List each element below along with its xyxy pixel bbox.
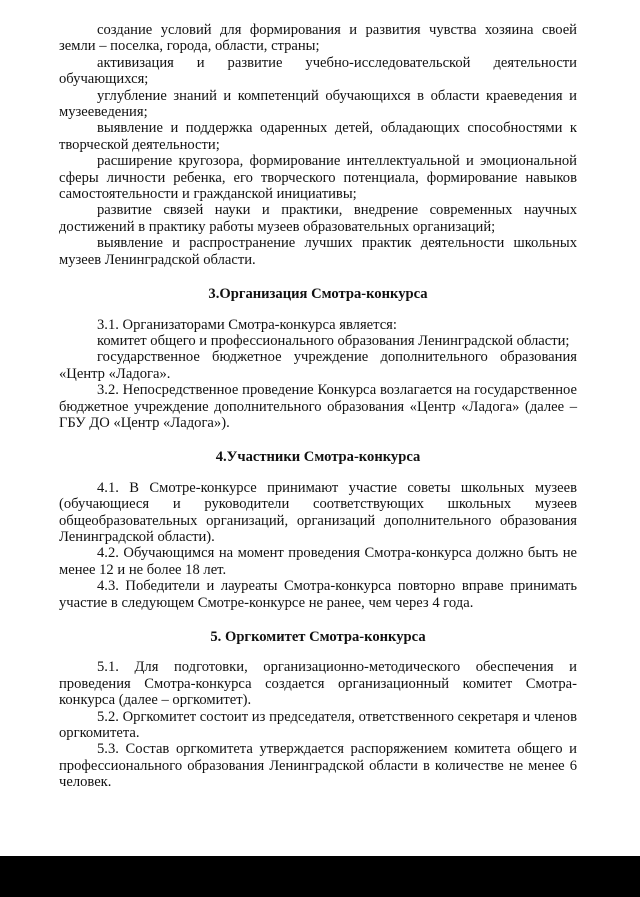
intro-item: создание условий для формирования и развития чувства хозяина своей земли – поселка, города, области, страны; bbox=[59, 22, 577, 55]
section-4-paragraph: 4.2. Обучающимся на момент проведения Смотра-конкурса должно быть не менее 12 и не более 18 лет. bbox=[59, 545, 577, 578]
section-5-paragraph: 5.2. Оргкомитет состоит из председателя, ответственного секретаря и членов оргкомитета. bbox=[59, 708, 577, 742]
section-5-paragraph: 5.3. Состав оргкомитета утверждается распоряжением комитета общего и профессионального образования Ленинградской области в количестве не менее 6 человек. bbox=[59, 741, 577, 791]
scan-bottom-edge bbox=[0, 856, 640, 897]
section-5-paragraph: 5.1. Для подготовки, организационно-методического обеспечения и проведения Смотра-конкурса создается организационный комитет Смотра-конкурса (далее – оргкомитет). bbox=[59, 659, 577, 709]
section-3-paragraph: 3.2. Непосредственное проведение Конкурса возлагается на государственное бюджетное учреждение дополнительного образования «Центр «Ладога» (далее – ГБУ ДО «Центр «Ладога»). bbox=[59, 382, 577, 431]
section-5-heading: 5. Оргкомитет Смотра-конкурса bbox=[210, 629, 426, 645]
intro-item: выявление и поддержка одаренных детей, обладающих способностями к творческой деятельности; bbox=[59, 120, 577, 153]
section-4-paragraph: 4.1. В Смотре-конкурсе принимают участие советы школьных музеев (обучающиеся и руководители соответствующих школьных музеев общеобразовательных организаций, организаций дополнительного образования Ленинградской области). bbox=[59, 479, 577, 545]
section-4-heading: 4.Участники Смотра-конкурса bbox=[215, 449, 421, 466]
section-3-heading: 3.Организация Смотра-конкурса bbox=[208, 286, 428, 303]
document-body bbox=[59, 22, 577, 791]
intro-item: развитие связей науки и практики, внедрение современных научных достижений в практику работы музеев образовательных организаций; bbox=[59, 202, 577, 235]
intro-item: углубление знаний и компетенций обучающихся в области краеведения и музееведения; bbox=[59, 87, 577, 121]
section-3-paragraph: государственное бюджетное учреждение дополнительного образования «Центр «Ладога». bbox=[59, 349, 577, 382]
section-4-paragraph: 4.3. Победители и лауреаты Смотра-конкурса повторно вправе принимать участие в следующем Смотре-конкурсе не ранее, чем через 4 года. bbox=[59, 578, 577, 611]
section-3-paragraph: комитет общего и профессионального образования Ленинградской области; bbox=[97, 332, 570, 349]
intro-item: расширение кругозора, формирование интеллектуальной и эмоциональной сферы личности ребенка, его творческого потенциала, формирование навыков самостоятельности и гражданской инициативы; bbox=[59, 153, 577, 203]
intro-item: активизация и развитие учебно-исследовательской деятельности обучающихся; bbox=[59, 54, 577, 88]
intro-item: выявление и распространение лучших практик деятельности школьных музеев Ленинградской области. bbox=[59, 235, 577, 268]
section-3-paragraph: 3.1. Организаторами Смотра-конкурса является: bbox=[97, 316, 397, 333]
